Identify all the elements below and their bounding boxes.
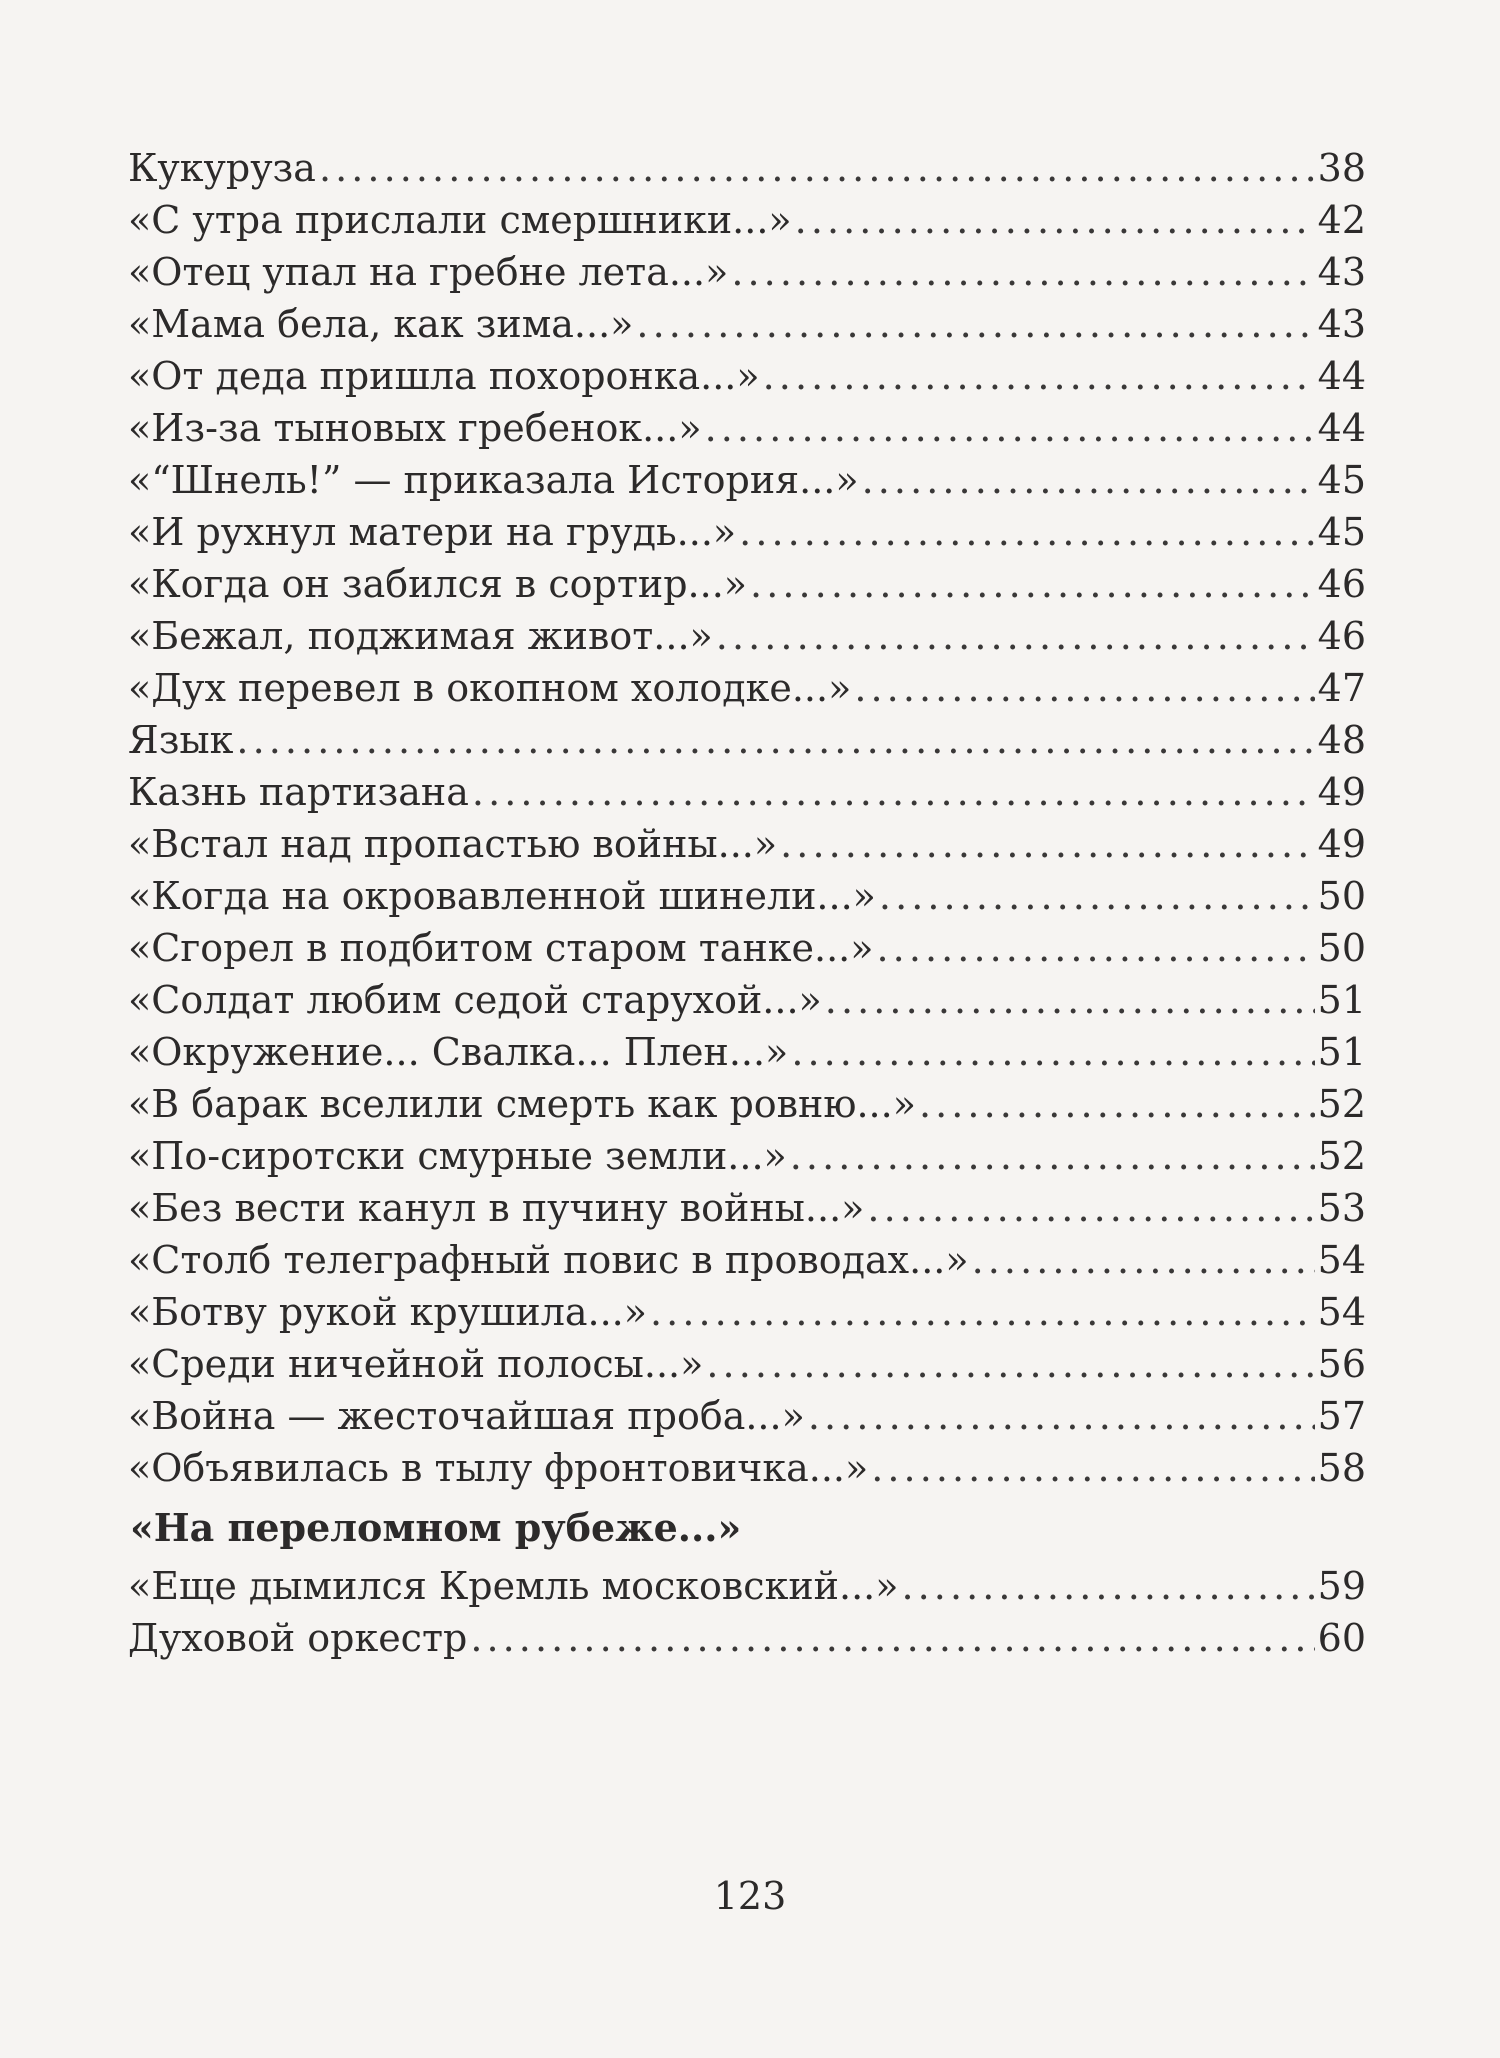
toc-entry-page: 43 bbox=[1317, 302, 1366, 346]
dot-leader bbox=[706, 1338, 1314, 1390]
toc-entry-page: 54 bbox=[1317, 1238, 1366, 1282]
dot-leader bbox=[825, 974, 1315, 1026]
toc-entry-page: 44 bbox=[1317, 354, 1366, 398]
dot-leader bbox=[472, 766, 1315, 818]
toc-entry-page: 52 bbox=[1317, 1082, 1366, 1126]
toc-entry-page: 44 bbox=[1317, 406, 1366, 450]
dot-leader bbox=[919, 1078, 1315, 1130]
toc-entry-title: «Мама бела, как зима...» bbox=[128, 302, 634, 346]
toc-entry-title: Казнь партизана bbox=[128, 770, 469, 814]
toc-entry-page: 50 bbox=[1317, 926, 1366, 970]
toc-entry bbox=[128, 662, 1366, 714]
dot-leader bbox=[871, 1442, 1314, 1494]
toc-entry-page: 60 bbox=[1317, 1616, 1366, 1660]
toc-entry-title: «“Шнель!” — приказала История...» bbox=[128, 458, 859, 502]
toc-entry-page: 49 bbox=[1317, 822, 1366, 866]
toc-entry bbox=[128, 1078, 1366, 1130]
toc-entry bbox=[128, 1286, 1366, 1338]
table-of-contents bbox=[128, 142, 1366, 1494]
toc-entry-page: 54 bbox=[1317, 1290, 1366, 1334]
toc-entry-page: 49 bbox=[1317, 770, 1366, 814]
dot-leader bbox=[470, 1612, 1314, 1664]
toc-entry-page: 56 bbox=[1317, 1342, 1366, 1386]
dot-leader bbox=[750, 558, 1315, 610]
toc-entry-page: 43 bbox=[1317, 250, 1366, 294]
toc-entry-title: «Из-за тыновых гребенок...» bbox=[128, 406, 702, 450]
dot-leader bbox=[763, 350, 1315, 402]
toc-entry-title: «С утра прислали смершники...» bbox=[128, 198, 792, 242]
toc-entry-page: 51 bbox=[1317, 1030, 1366, 1074]
toc-entry-title: «Еще дымился Кремль московский...» bbox=[128, 1564, 899, 1608]
toc-entry-title: Язык bbox=[128, 718, 234, 762]
toc-entry bbox=[128, 194, 1366, 246]
toc-entry-title: «И рухнул матери на грудь...» bbox=[128, 510, 737, 554]
toc-entry-title: «Ботву рукой крушила...» bbox=[128, 1290, 647, 1334]
toc-entry bbox=[128, 350, 1366, 402]
toc-entry-page: 45 bbox=[1317, 458, 1366, 502]
toc-entry bbox=[128, 1234, 1366, 1286]
toc-entry bbox=[128, 506, 1366, 558]
toc-entry-page: 52 bbox=[1317, 1134, 1366, 1178]
toc-entry-title: Духовой оркестр bbox=[128, 1616, 468, 1660]
toc-entry bbox=[128, 1442, 1366, 1494]
dot-leader bbox=[739, 506, 1314, 558]
dot-leader bbox=[716, 610, 1315, 662]
toc-entry-title: «Отец упал на гребне лета...» bbox=[128, 250, 729, 294]
toc-entry-title: «Среди ничейной полосы...» bbox=[128, 1342, 704, 1386]
toc-entry-page: 59 bbox=[1317, 1564, 1366, 1608]
toc-entry bbox=[128, 454, 1366, 506]
toc-entry-page: 47 bbox=[1317, 666, 1366, 710]
toc-entry bbox=[128, 246, 1366, 298]
toc-entry-title: «По-сиротски смурные земли...» bbox=[128, 1134, 787, 1178]
dot-leader bbox=[650, 1286, 1315, 1338]
dot-leader bbox=[877, 922, 1315, 974]
section-heading: «На переломном рубеже...» bbox=[130, 1505, 742, 1550]
toc-entry bbox=[128, 298, 1366, 350]
dot-leader bbox=[790, 1130, 1315, 1182]
toc-entry-title: «Встал над пропастью войны...» bbox=[128, 822, 778, 866]
toc-entry-page: 46 bbox=[1317, 614, 1366, 658]
toc-entry bbox=[128, 870, 1366, 922]
toc-entry-title: «В барак вселили смерть как ровню...» bbox=[128, 1082, 916, 1126]
toc-entry-page: 57 bbox=[1317, 1394, 1366, 1438]
toc-entry bbox=[128, 766, 1366, 818]
dot-leader bbox=[731, 246, 1314, 298]
dot-leader bbox=[867, 1182, 1314, 1234]
toc-entry bbox=[128, 1338, 1366, 1390]
toc-entry-title: «От деда пришла похоронка...» bbox=[128, 354, 760, 398]
dot-leader bbox=[236, 714, 1314, 766]
dot-leader bbox=[808, 1390, 1315, 1442]
toc-entry bbox=[128, 922, 1366, 974]
toc-entry bbox=[128, 1390, 1366, 1442]
toc-entry-title: «Сгорел в подбитом старом танке...» bbox=[128, 926, 874, 970]
dot-leader bbox=[879, 870, 1315, 922]
dot-leader bbox=[780, 818, 1315, 870]
toc-entry-title: «Без вести канул в пучину войны...» bbox=[128, 1186, 865, 1230]
dot-leader bbox=[705, 402, 1315, 454]
toc-entry-title: «Когда он забился в сортир...» bbox=[128, 562, 748, 606]
dot-leader bbox=[636, 298, 1314, 350]
toc-entry bbox=[128, 818, 1366, 870]
table-of-contents-section bbox=[128, 1560, 1366, 1664]
dot-leader bbox=[972, 1234, 1315, 1286]
toc-entry-page: 45 bbox=[1317, 510, 1366, 554]
toc-entry-page: 53 bbox=[1317, 1186, 1366, 1230]
toc-entry-title: «Когда на окровавленной шинели...» bbox=[128, 874, 876, 918]
dot-leader bbox=[319, 142, 1315, 194]
toc-entry bbox=[128, 1026, 1366, 1078]
toc-entry bbox=[128, 142, 1366, 194]
toc-entry bbox=[128, 1612, 1366, 1664]
toc-entry-page: 46 bbox=[1317, 562, 1366, 606]
toc-entry bbox=[128, 402, 1366, 454]
toc-entry-page: 51 bbox=[1317, 978, 1366, 1022]
toc-entry-page: 50 bbox=[1317, 874, 1366, 918]
dot-leader bbox=[862, 454, 1315, 506]
toc-entry bbox=[128, 1182, 1366, 1234]
toc-entry-page: 48 bbox=[1317, 718, 1366, 762]
toc-entry-page: 38 bbox=[1317, 146, 1366, 190]
toc-entry-title: «Окружение... Свалка... Плен...» bbox=[128, 1030, 789, 1074]
toc-entry bbox=[128, 974, 1366, 1026]
dot-leader bbox=[901, 1560, 1314, 1612]
toc-entry-title: «Дух перевел в окопном холодке...» bbox=[128, 666, 852, 710]
toc-entry-page: 42 bbox=[1317, 198, 1366, 242]
toc-entry bbox=[128, 610, 1366, 662]
page-number: 123 bbox=[713, 1874, 787, 1918]
toc-entry bbox=[128, 1130, 1366, 1182]
dot-leader bbox=[791, 1026, 1314, 1078]
dot-leader bbox=[854, 662, 1314, 714]
toc-entry-title: Кукуруза bbox=[128, 146, 316, 190]
toc-entry-page: 58 bbox=[1317, 1446, 1366, 1490]
toc-entry-title: «Война — жесточайшая проба...» bbox=[128, 1394, 805, 1438]
toc-entry-title: «Столб телеграфный повис в проводах...» bbox=[128, 1238, 969, 1282]
dot-leader bbox=[795, 194, 1315, 246]
toc-entry bbox=[128, 558, 1366, 610]
toc-entry-title: «Бежал, поджимая живот...» bbox=[128, 614, 713, 658]
toc-entry-title: «Солдат любим седой старухой...» bbox=[128, 978, 822, 1022]
toc-entry bbox=[128, 1560, 1366, 1612]
toc-entry-title: «Объявилась в тылу фронтовичка...» bbox=[128, 1446, 869, 1490]
toc-entry bbox=[128, 714, 1366, 766]
